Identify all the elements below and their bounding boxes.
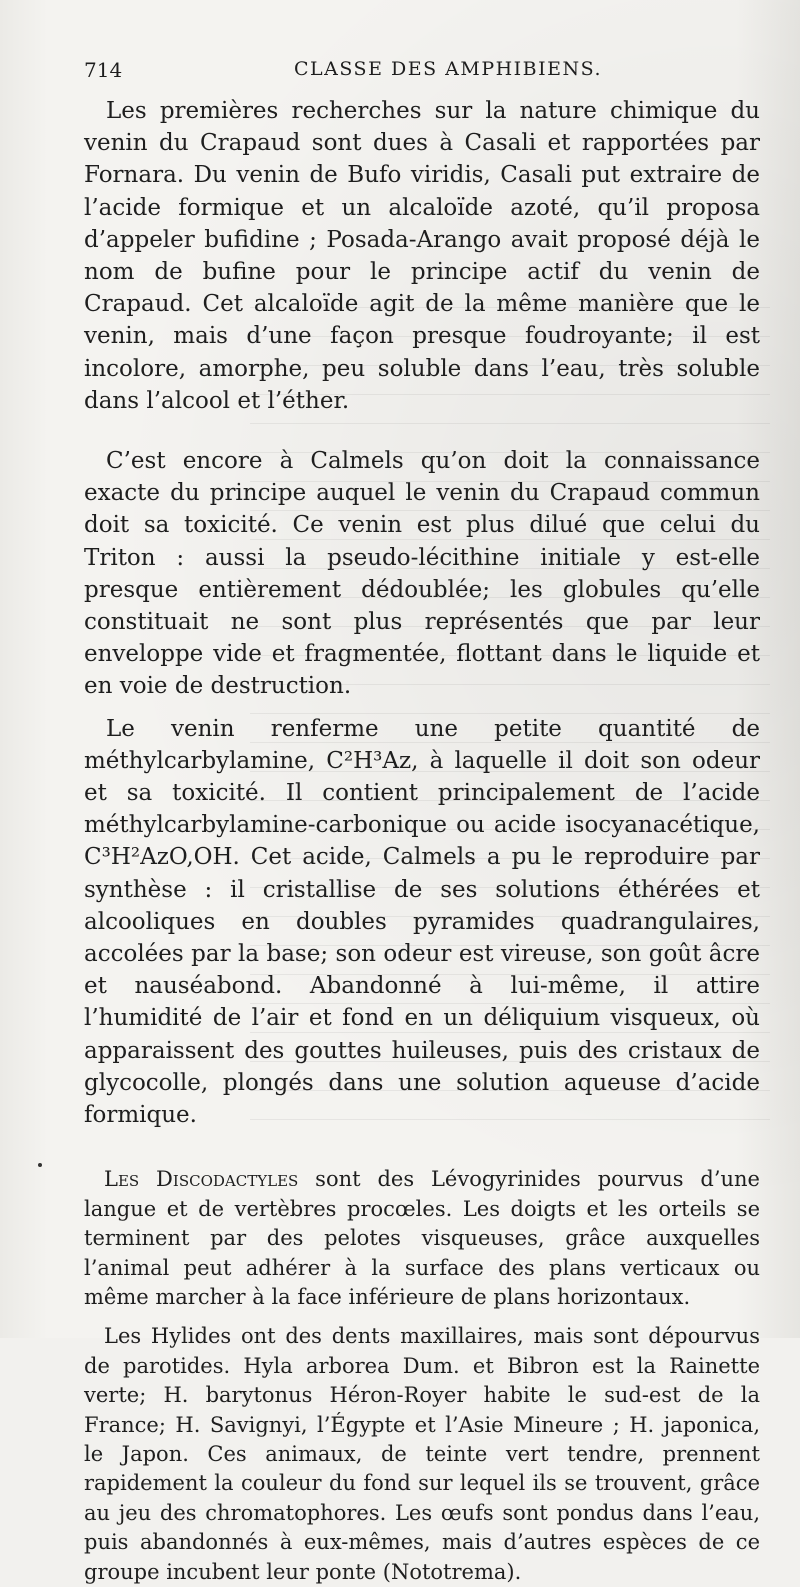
paragraph-calmels-toxicite: C’est encore à Calmels qu’on doit la connaissance exacte du principe auquel le venin du Crapaud commun doit sa toxicité. Ce venin est plus dilué que celui du Triton : aussi la pseudo-lécithine initiale y est-elle presque entièrement dédoublée; les globules qu’elle constituait ne sont plus représentés que par leur enveloppe vide et fragmentée, flottant dans le liquide et en voie de destruction. [84, 448, 760, 700]
page-body [84, 95, 760, 1587]
discodactyles-text: sont des Lévogyrinides pourvus d’une langue et de vertèbres procœles. Les doigts et les orteils se terminent par des pelotes visqueuses, grâce auxquelles l’animal peut adhérer à la surface des plans verticaux ou même marcher à la face inférieure de plans horizontaux. [84, 1167, 760, 1309]
running-title: CLASSE DES AMPHIBIENS. [294, 58, 603, 80]
page-number: 714 [84, 58, 123, 82]
paragraph-discodactyles [84, 1165, 760, 1312]
paragraph-hylides: Les Hylides ont des dents maxillaires, mais sont dépourvus de parotides. Hyla arborea Dum. et Bibron est la Rainette verte; H. barytonus Héron-Royer habite le sud-est de la France; H. Savignyi, l’Égypte et l’Asie Mineure ; H. japonica, le Japon. Ces animaux, de teinte vert tendre, prennent rapidement la couleur du fond sur lequel ils se trouvent, grâce au jeu des chromatophores. Les œufs sont pondus dans l’eau, puis abandonnés à eux-mêmes, mais d’autres espèces de ce groupe incubent leur ponte (Nototrema). [84, 1324, 760, 1584]
running-head [84, 58, 740, 84]
discodactyles-term: Les Discodactyles [104, 1167, 299, 1192]
paragraph-methylcarbylamine: Le venin renferme une petite quantité de méthylcarbylamine, C²H³Az, à laquelle il doit son odeur et sa toxicité. Il contient principalement de l’acide méthylcarbylamine-carbonique ou acide isocyanacétique, C³H²AzO,OH. Cet acide, Calmels a pu le reproduire par synthèse : il cristallise de ses solutions éthérées et alcooliques en doubles pyramides quadrangulaires, accolées par la base; son odeur est vireuse, son goût âcre et nauséabond. Abandonné à lui-même, il attire l’humidité de l’air et fond en un déliquium visqueux, où apparaissent des gouttes huileuses, puis des cristaux de glycocolle, plongés dans une solution aqueuse d’acide formique. [84, 715, 760, 1129]
paragraph-venin-crapaud-chimie: Les premières recherches sur la nature chimique du venin du Crapaud sont dues à Casali et rapportées par Fornara. Du venin de Bufo viridis, Casali put extraire de l’acide formique et un alcaloïde azoté, qu’il proposa d’appeler bufidine ; Posada-Arango avait proposé déjà le nom de bufine pour le principe actif du venin de Crapaud. Cet alcaloïde agit de la même manière que le venin, mais d’une façon presque foudroyante; il est incolore, amorphe, peu soluble dans l’eau, très soluble dans l’alcool et l’éther. [84, 98, 760, 414]
margin-mark [38, 1163, 42, 1167]
